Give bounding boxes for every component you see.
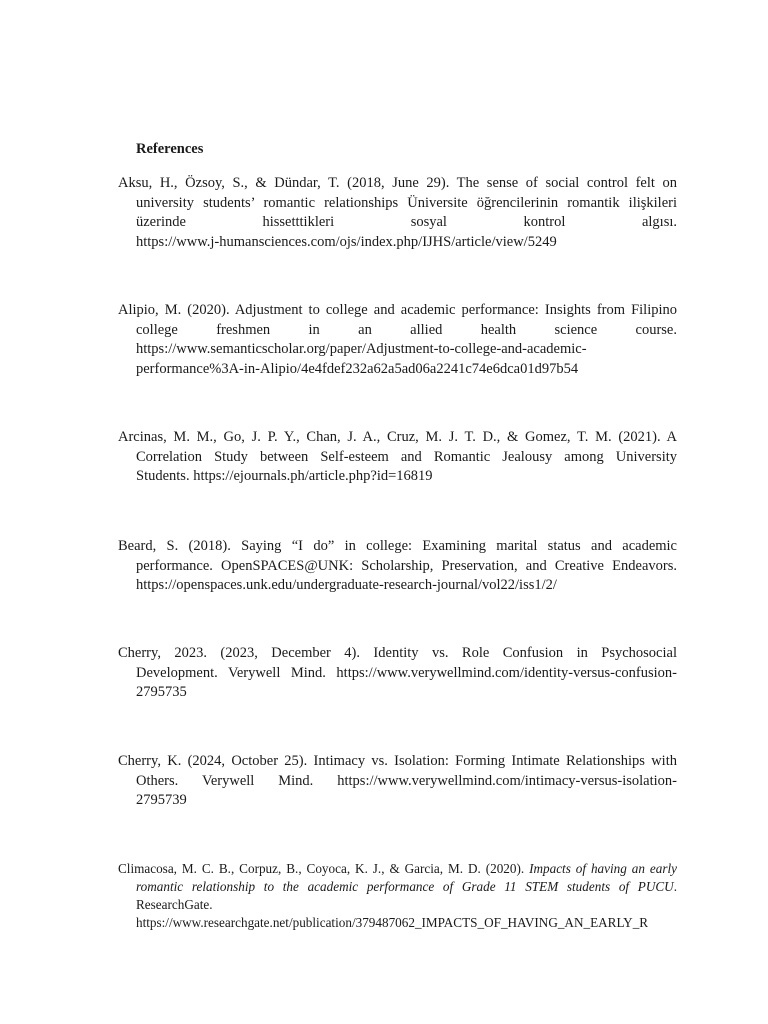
reference-line: 2795739 xyxy=(136,792,187,808)
reference-entry xyxy=(118,174,677,252)
reference-entry xyxy=(118,301,677,379)
reference-line: üzerinde hissetttikleri sosyal kontrol algısı. xyxy=(136,214,677,230)
reference-line: college freshmen in an allied health science course. xyxy=(136,321,677,338)
reference-entry xyxy=(118,860,677,932)
reference-entry xyxy=(118,537,677,596)
reference-line xyxy=(118,860,677,878)
reference-title: romantic relationship to the academic performance of Grade 11 STEM students of PUCU xyxy=(136,879,674,894)
reference-line xyxy=(118,878,677,896)
reference-link[interactable]: https://openspaces.unk.edu/undergraduate-research-journal/vol22/iss1/2/ xyxy=(136,577,557,593)
reference-line: 2795735 xyxy=(136,684,187,700)
reference-title: Impacts of having an early xyxy=(529,861,677,876)
reference-line: ResearchGate. xyxy=(136,897,213,912)
reference-authors: Climacosa, M. C. B., Corpuz, B., Coyoca, K. J., & Garcia, M. D. (2020). xyxy=(118,861,530,876)
reference-link[interactable]: performance%3A-in-Alipio/4e4fdef232a62a5ad06a2241c74e6dca01d97b54 xyxy=(136,360,579,377)
reference-entry xyxy=(118,644,677,703)
reference-line: Beard, S. (2018). Saying “I do” in college: Examining marital status and academic xyxy=(118,538,677,554)
reference-line: Cherry, K. (2024, October 25). Intimacy vs. Isolation: Forming Intimate Relationships with xyxy=(118,753,677,769)
reference-line: Students. https://ejournals.ph/article.php?id=16819 xyxy=(136,468,433,484)
reference-line: Correlation Study between Self-esteem and Romantic Jealousy among University xyxy=(136,448,677,465)
reference-line: Cherry, 2023. (2023, December 4). Identity vs. Role Confusion in Psychosocial xyxy=(118,645,677,661)
reference-line: Aksu, H., Özsoy, S., & Dündar, T. (2018, June 29). The sense of social control felt on xyxy=(118,175,677,191)
references-heading: References xyxy=(136,141,204,157)
reference-link[interactable]: https://www.semanticscholar.org/paper/Adjustment-to-college-and-academic- xyxy=(136,341,587,357)
reference-link[interactable]: https://www.researchgate.net/publication/379487062_IMPACTS_OF_HAVING_AN_EARLY_R xyxy=(136,915,649,930)
reference-entry xyxy=(118,752,677,811)
reference-line: Alipio, M. (2020). Adjustment to college and academic performance: Insights from Filipino xyxy=(118,302,677,318)
reference-line: Others. Verywell Mind. https://www.verywellmind.com/intimacy-versus-isolation- xyxy=(136,772,677,789)
reference-line: university students’ romantic relationships Üniversite öğrencilerinin romantik ilişkileri xyxy=(136,194,677,211)
reference-entry xyxy=(118,428,677,487)
reference-line: Arcinas, M. M., Go, J. P. Y., Chan, J. A., Cruz, M. J. T. D., & Gomez, T. M. (2021). A xyxy=(118,429,677,445)
reference-line: performance. OpenSPACES@UNK: Scholarship, Preservation, and Creative Endeavors. xyxy=(136,557,677,574)
reference-link[interactable]: https://www.j-humansciences.com/ojs/index.php/IJHS/article/view/5249 xyxy=(136,233,557,250)
reference-punct: . xyxy=(673,879,677,894)
reference-line: Development. Verywell Mind. https://www.verywellmind.com/identity-versus-confusion- xyxy=(136,664,677,681)
